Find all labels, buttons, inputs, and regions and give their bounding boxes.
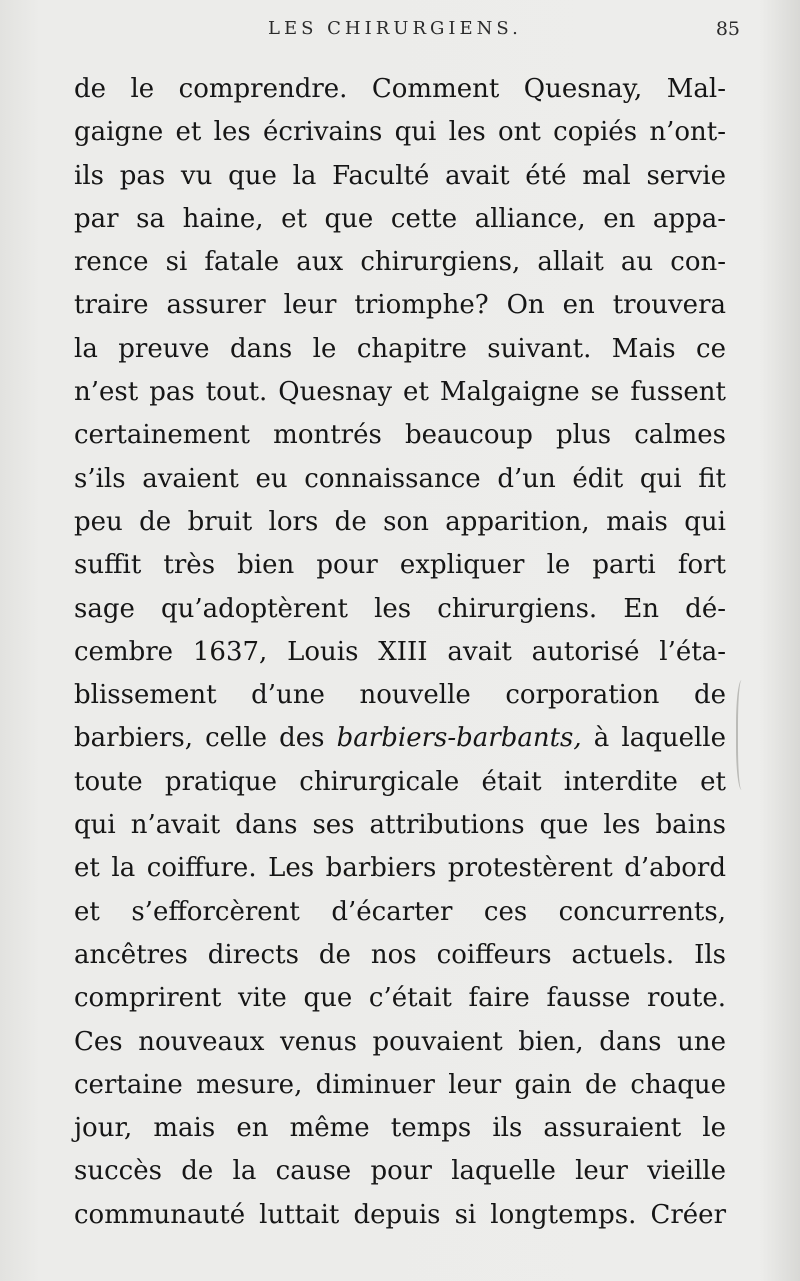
text-line: la preuve dans le chapitre suivant. Mais ce [74, 333, 726, 364]
text-line: certaine mesure, diminuer leur gain de chaque [74, 1069, 726, 1100]
text-line: s’ils avaient eu connaissance d’un édit qui fit [74, 463, 726, 494]
text-line: traire assurer leur triomphe? On en trouvera [74, 290, 726, 321]
text-line: comprirent vite que c’était faire fausse route. [74, 983, 726, 1014]
text-line: gaigne et les écrivains qui les ont copiés n’ont- [74, 117, 726, 148]
text-line: jour, mais en même temps ils assuraient le [74, 1113, 726, 1144]
text-line: peu de bruit lors de son apparition, mais qui [74, 506, 726, 537]
text-line: et s’efforcèrent d’écarter ces concurrents, [74, 896, 726, 927]
text-segment: barbiers, celle des [74, 723, 337, 754]
text-line: de le comprendre. Comment Quesnay, Mal- [74, 74, 726, 104]
text-line [74, 717, 726, 760]
text-line: rence si fatale aux chirurgiens, allait au con- [74, 247, 726, 278]
text-line: et la coiffure. Les barbiers protestèrent d’abord [74, 853, 726, 884]
text-line: Ces nouveaux venus pouvaient bien, dans une [74, 1026, 726, 1057]
text-segment: à laquelle [581, 723, 727, 754]
body-text [74, 68, 726, 1237]
text-line: par sa haine, et que cette alliance, en appa- [74, 203, 726, 234]
text-line: suffit très bien pour expliquer le parti fort [74, 550, 726, 581]
text-line: ils pas vu que la Faculté avait été mal servie [74, 160, 726, 191]
page-number: 85 [715, 18, 740, 40]
text-line: sage qu’adoptèrent les chirurgiens. En dé- [74, 593, 726, 624]
text-line: n’est pas tout. Quesnay et Malgaigne se fussent [74, 377, 726, 408]
text-line: certainement montrés beaucoup plus calmes [74, 420, 726, 451]
text-line: communauté luttait depuis si longtemps. Créer [74, 1199, 726, 1230]
text-line: toute pratique chirurgicale était interdite et [74, 766, 726, 797]
text-line: qui n’avait dans ses attributions que les bains [74, 810, 726, 841]
text-line: ancêtres directs de nos coiffeurs actuels. Ils [74, 939, 726, 970]
margin-mark [736, 680, 750, 790]
text-line: blissement d’une nouvelle corporation de [74, 680, 726, 711]
running-title: LES CHIRURGIENS. [268, 18, 522, 39]
italic-term: barbiers-barbants, [336, 723, 582, 754]
text-line: cembre 1637, Louis XIII avait autorisé l’éta- [74, 636, 726, 667]
text-line: succès de la cause pour laquelle leur vieille [74, 1156, 726, 1187]
running-head [0, 18, 800, 48]
